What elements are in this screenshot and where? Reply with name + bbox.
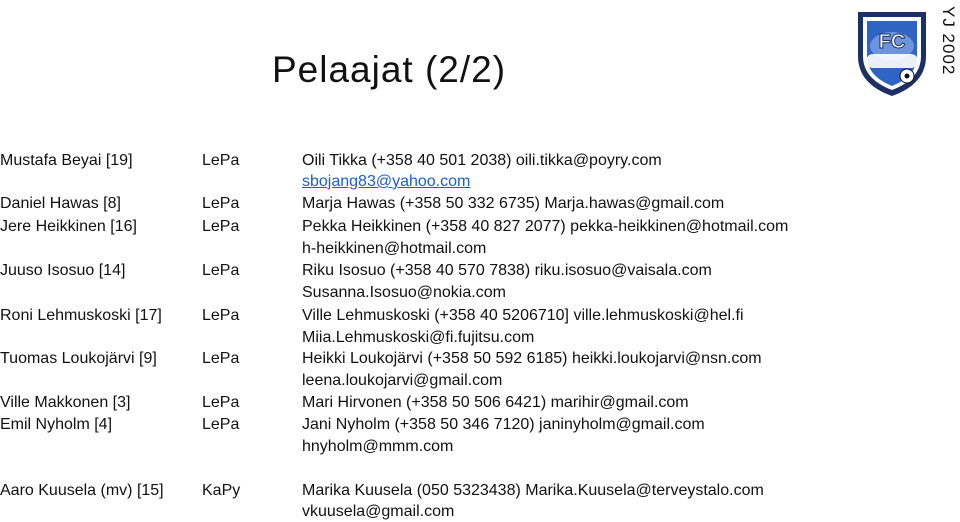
player-club: LePa [202, 350, 240, 367]
parent-contact[interactable]: Ville Lehmuskoski (+358 40 5206710] ville.lehmuskoski@hel.fi [302, 307, 744, 324]
fc-espoo-logo [852, 4, 932, 98]
parent-contact[interactable]: Heikki Loukojärvi (+358 50 592 6185) heikki.loukojarvi@nsn.com [302, 350, 762, 367]
page-title: Pelaajat (2/2) [272, 49, 507, 90]
extra-email[interactable]: Miia.Lehmuskoski@fi.fujitsu.com [302, 329, 535, 346]
parent-contact[interactable]: Riku Isosuo (+358 40 570 7838) riku.isosuo@vaisala.com [302, 262, 712, 279]
player-name: Ville Makkonen [3] [0, 394, 131, 411]
player-name: Juuso Isosuo [14] [0, 262, 126, 279]
player-name: Daniel Hawas [8] [0, 195, 121, 212]
player-name: Mustafa Beyai [19] [0, 152, 133, 169]
player-club: LePa [202, 307, 240, 324]
parent-contact[interactable]: Jani Nyholm (+358 50 346 7120) janinyholm@gmail.com [302, 416, 705, 433]
parent-contact[interactable]: Oili Tikka (+358 40 501 2038) oili.tikka@poyry.com [302, 152, 662, 169]
player-name: Jere Heikkinen [16] [0, 218, 137, 235]
svg-text:FC: FC [878, 31, 906, 53]
player-club: LePa [202, 262, 240, 279]
parent-contact[interactable]: Pekka Heikkinen (+358 40 827 2077) pekka-heikkinen@hotmail.com [302, 218, 789, 235]
player-name: Aaro Kuusela (mv) [15] [0, 482, 164, 499]
player-club: LePa [202, 195, 240, 212]
parent-contact[interactable]: Mari Hirvonen (+358 50 506 6421) marihir@gmail.com [302, 394, 689, 411]
extra-email[interactable]: leena.loukojarvi@gmail.com [302, 372, 503, 389]
player-name: Roni Lehmuskoski [17] [0, 307, 162, 324]
parent-contact[interactable]: Marika Kuusela (050 5323438) Marika.Kuusela@terveystalo.com [302, 482, 764, 499]
side-label: YJ 2002 [939, 6, 958, 76]
player-club: LePa [202, 416, 240, 433]
player-club: LePa [202, 218, 240, 235]
extra-email[interactable]: vkuusela@gmail.com [302, 503, 455, 520]
player-name: Emil Nyholm [4] [0, 416, 113, 433]
player-name: Tuomas Loukojärvi [9] [0, 350, 157, 367]
extra-email[interactable]: hnyholm@mmm.com [302, 438, 454, 455]
parent-contact[interactable]: Marja Hawas (+358 50 332 6735) Marja.hawas@gmail.com [302, 195, 725, 212]
player-club: KaPy [202, 482, 241, 499]
player-club: LePa [202, 152, 240, 169]
extra-email-link[interactable]: sbojang83@yahoo.com [302, 173, 471, 190]
player-club: LePa [202, 394, 240, 411]
extra-email[interactable]: Susanna.Isosuo@nokia.com [302, 284, 506, 301]
extra-email[interactable]: h-heikkinen@hotmail.com [302, 240, 487, 257]
